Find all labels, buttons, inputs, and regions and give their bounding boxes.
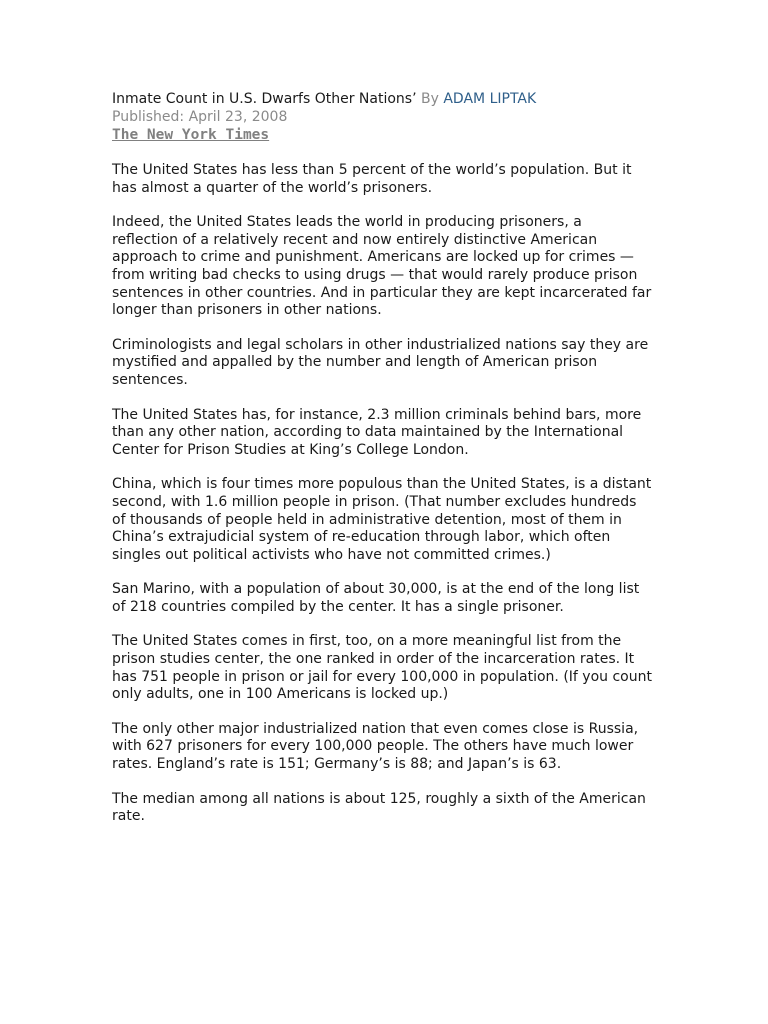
paragraph: San Marino, with a population of about 30,000, is at the end of the long list of 218 countries compiled by the center. It has a single prisoner. (112, 581, 640, 615)
paragraph: The median among all nations is about 125, roughly a sixth of the American rate. (112, 790, 646, 825)
paragraph: The United States has, for instance, 2.3 million criminals behind bars, more than any other nation, according to data maintained by the International Center for Prison Studies at King’s College London. (112, 406, 642, 458)
source-link[interactable]: The New York Times (112, 127, 270, 143)
paragraph: The United States has less than 5 percent of the world’s population. But it has almost a quarter of the world’s prisoners. (112, 162, 632, 196)
paragraph: The United States comes in first, too, on a more meaningful list from the prison studies center, the one ranked in order of the incarceration rates. It has 751 people in prison or jail for every 100,000 in population. (If you count only adults, one in 100 Americans is locked up.) (112, 633, 652, 703)
article-title: Inmate Count in U.S. Dwarfs Other Nations’ (112, 91, 417, 107)
byline-label: By (421, 91, 439, 107)
author-link[interactable]: ADAM LIPTAK (443, 91, 537, 107)
paragraph: Criminologists and legal scholars in other industrialized nations say they are mystified and appalled by the number and length of American prison sentences. (112, 336, 649, 388)
paragraph: China, which is four times more populous than the United States, is a distant second, with 1.6 million people in prison. (That number excludes hundreds of thousands of people held in administrative detention, most of them in China’s extrajudicial system of re-education through labor, which often singles out political activists who have not committed crimes.) (112, 476, 652, 563)
article (112, 90, 652, 843)
article-body (112, 162, 652, 826)
paragraph: Indeed, the United States leads the world in producing prisoners, a reflection of a relatively recent and now entirely distinctive American approach to crime and punishment. Americans are locked up for crimes — from writing bad checks to using drugs — that would rarely produce prison sentences in other countries. And in particular they are kept incarcerated far longer than prisoners in other nations. (112, 214, 652, 319)
article-header (112, 90, 652, 108)
published-date: Published: April 23, 2008 (112, 109, 288, 125)
paragraph: The only other major industrialized nation that even comes close is Russia, with 627 prisoners for every 100,000 people. The others have much lower rates. England’s rate is 151; Germany’s is 88; and Japan’s is 63. (112, 720, 639, 773)
